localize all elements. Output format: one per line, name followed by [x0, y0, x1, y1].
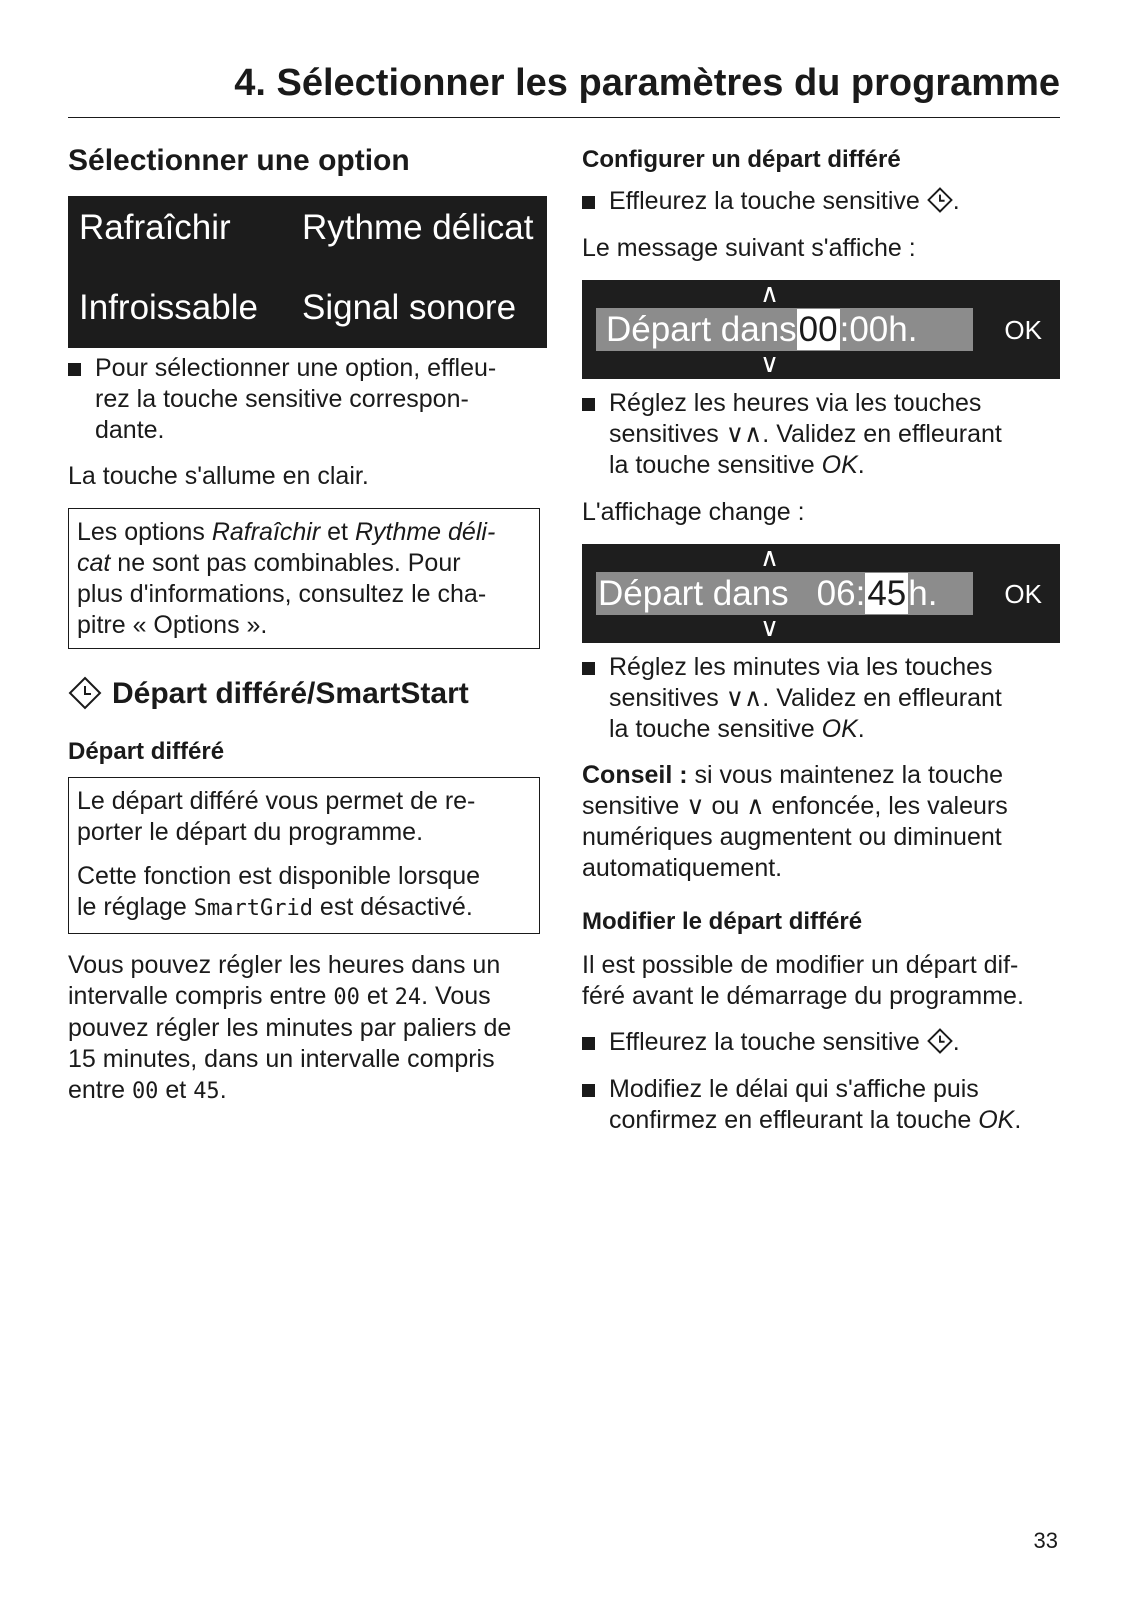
timer-icon [68, 676, 102, 710]
display-delay-00-00 [582, 280, 1060, 379]
modify-delay-heading: Modifier le départ différé [582, 908, 863, 935]
bullet-tap-delay-2: Effleurez la touche sensitive . [582, 1027, 1087, 1058]
ok-button[interactable]: OK [1004, 579, 1042, 609]
display-field: Départ dans00:00h. [596, 308, 973, 351]
ok-button[interactable]: OK [1004, 315, 1042, 345]
options-display-panel [68, 196, 547, 348]
delay-start-heading: Départ différé/SmartStart [68, 677, 469, 711]
minutes-cursor: 45 [867, 574, 907, 613]
bullet-select-option: Pour sélectionner une option, effleu- rez la touche sensitive correspon- dante. [68, 353, 567, 446]
option-refresh[interactable]: Rafraîchir [79, 208, 231, 247]
bullet-set-minutes: Réglez les minutes via les touches sensitives ∨∧. Validez en effleurant la touche sensitive OK. [582, 652, 1087, 745]
config-delay-heading: Configurer un départ différé [582, 146, 901, 173]
info-box-delay-start: Le départ différé vous permet de re- porter le départ du programme. Cette fonction est disponible lorsque le réglage SmartGrid est désactivé. [68, 777, 540, 934]
bullet-tap-delay: Effleurez la touche sensitive . [582, 186, 1087, 217]
option-wrinkle-free[interactable]: Infroissable [79, 288, 258, 327]
section-title-select-option: Sélectionner une option [68, 144, 410, 177]
display-field: Départ dans 06:45h. [596, 572, 973, 615]
hours-cursor: 00 [798, 310, 838, 349]
note-box-options: Les options Rafraîchir et Rythme déli- cat ne sont pas combinables. Pour plus d'informations, consultez le cha- pitre « Options ». [68, 508, 540, 649]
option-signal-sound[interactable]: Signal sonore [302, 288, 517, 327]
tip-paragraph: Conseil : si vous maintenez la touche sensitive ∨ ou ∧ enfoncée, les valeurs numériques augmentent ou diminuent automatiquement. [582, 761, 1008, 882]
timer-icon [927, 187, 953, 213]
up-arrow-icon[interactable]: ∧ [760, 542, 780, 572]
down-arrow-icon[interactable]: ∨ [760, 612, 780, 642]
bullet-modify-delay: Modifiez le délai qui s'affiche puis confirmez en effleurant la touche OK. [582, 1074, 1087, 1136]
message-shown-text: Le message suivant s'affiche : [582, 234, 916, 262]
delay-start-subheading: Départ différé [68, 738, 225, 765]
timer-icon [927, 1028, 953, 1054]
page-header-title: 4. Sélectionner les paramètres du programme [234, 62, 1060, 104]
display-delay-06-45 [582, 544, 1060, 643]
option-gentle-rhythm[interactable]: Rythme délicat [302, 208, 534, 247]
page-number: 33 [1033, 1528, 1058, 1553]
modify-text: Il est possible de modifier un départ dif- féré avant le démarrage du programme. [582, 951, 1024, 1010]
up-arrow-icon[interactable]: ∧ [760, 278, 780, 308]
range-text: Vous pouvez régler les heures dans un intervalle compris entre 00 et 24. Vous pouvez régler les minutes par paliers de 15 minutes, dans un intervalle compris entre 00 et 45. [68, 951, 512, 1104]
down-arrow-icon[interactable]: ∨ [760, 348, 780, 378]
header-rule [68, 117, 1060, 118]
lights-up-text: La touche s'allume en clair. [68, 462, 369, 490]
bullet-set-hours: Réglez les heures via les touches sensitives ∨∧. Validez en effleurant la touche sensitive OK. [582, 388, 1087, 481]
display-changes-text: L'affichage change : [582, 498, 805, 526]
